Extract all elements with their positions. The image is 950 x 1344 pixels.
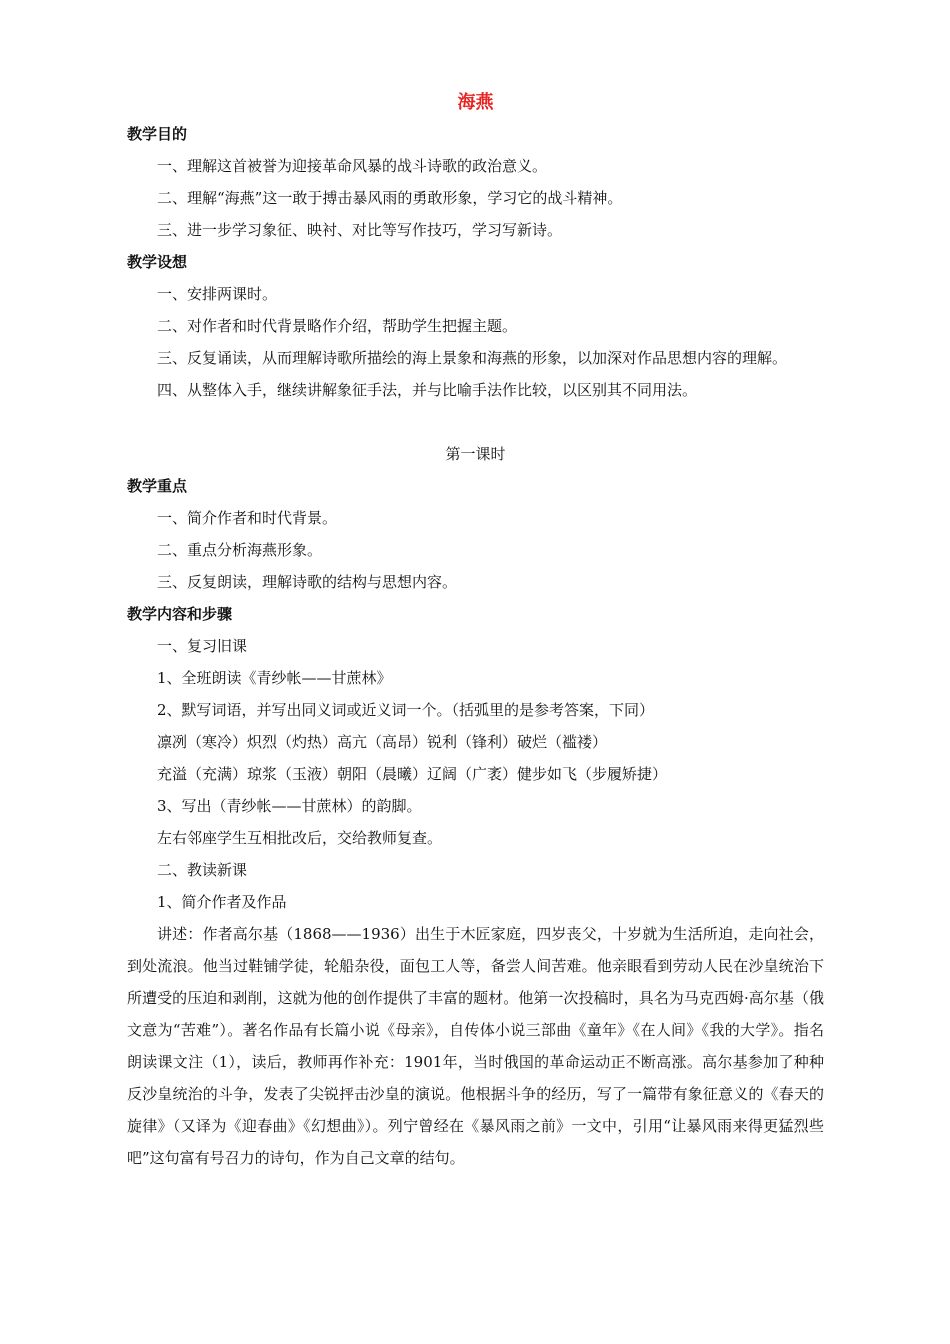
lesson-label: 第一课时: [445, 445, 506, 463]
spacer: [127, 406, 824, 438]
document-title: 海燕: [457, 92, 494, 113]
objective-item: 一、理解这首被誉为迎接革命风暴的战斗诗歌的政治意义。: [157, 157, 548, 175]
plan-item: 二、对作者和时代背景略作介绍，帮助学生把握主题。: [157, 317, 518, 335]
objective-item: 二、理解“海燕”这一敢于搏击暴风雨的勇敢形象，学习它的战斗精神。: [157, 189, 623, 207]
plan-item: 一、安排两课时。: [157, 285, 278, 303]
step-item: 充溢（充满）琼浆（玉液）朝阳（晨曦）辽阔（广袤）健步如飞（步履矫捷）: [157, 765, 668, 783]
document-page: [127, 88, 824, 1174]
plan-item: 三、反复诵读，从而理解诗歌所描绘的海上景象和海燕的形象，以加深对作品思想内容的理解。: [157, 349, 788, 367]
objective-item: 三、进一步学习象征、映衬、对比等写作技巧，学习写新诗。: [157, 221, 563, 239]
section-heading-focus: 教学重点: [127, 477, 188, 495]
step-item: 1、简介作者及作品: [157, 893, 287, 911]
step-item: 二、教读新课: [157, 861, 248, 879]
step-item: 凛冽（寒冷）炽烈（灼热）高亢（高昂）锐利（锋利）破烂（褴褛）: [157, 733, 608, 751]
section-heading-plan: 教学设想: [127, 253, 188, 271]
focus-item: 二、重点分析海燕形象。: [157, 541, 323, 559]
step-item: 一、复习旧课: [157, 637, 248, 655]
step-item: 左右邻座学生互相批改后，交给教师复查。: [157, 829, 443, 847]
step-item: 1、全班朗读《青纱帐——甘蔗林》: [157, 669, 392, 687]
plan-item: 四、从整体入手，继续讲解象征手法，并与比喻手法作比较，以区别其不同用法。: [157, 381, 698, 399]
narration-paragraph: 讲述：作者高尔基（1868——1936）出生于木匠家庭，四岁丧父，十岁就为生活所迫，走向社会，到处流浪。他当过鞋铺学徒，轮船杂役，面包工人等，备尝人间苦难。他亲眼看到劳动人民在沙皇统治下所遭受的压迫和剥削，这就为他的创作提供了丰富的题材。他第一次投稿时，具名为马克西姆·高尔基（俄文意为“苦难”）。著名作品有长篇小说《母亲》，自传体小说三部曲《童年》《在人间》《我的大学》。指名朗读课文注（1），读后，教师再作补充：1901年，当时俄国的革命运动正不断高涨。高尔基参加了种种反沙皇统治的斗争，发表了尖锐抨击沙皇的演说。他根据斗争的经历，写了一篇带有象征意义的《春天的旋律》（又译为《迎春曲》《幻想曲》）。列宁曾经在《暴风雨之前》一文中，引用“让暴风雨来得更猛烈些吧”这句富有号召力的诗句，作为自己文章的结句。: [127, 925, 824, 1167]
section-heading-steps: 教学内容和步骤: [127, 605, 233, 623]
focus-item: 三、反复朗读，理解诗歌的结构与思想内容。: [157, 573, 458, 591]
step-item: 2、默写词语，并写出同义词或近义词一个。（括弧里的是参考答案，下同）: [157, 701, 655, 719]
focus-item: 一、简介作者和时代背景。: [157, 509, 338, 527]
step-item: 3、写出（青纱帐——甘蔗林）的韵脚。: [157, 797, 422, 815]
section-heading-objectives: 教学目的: [127, 125, 188, 143]
